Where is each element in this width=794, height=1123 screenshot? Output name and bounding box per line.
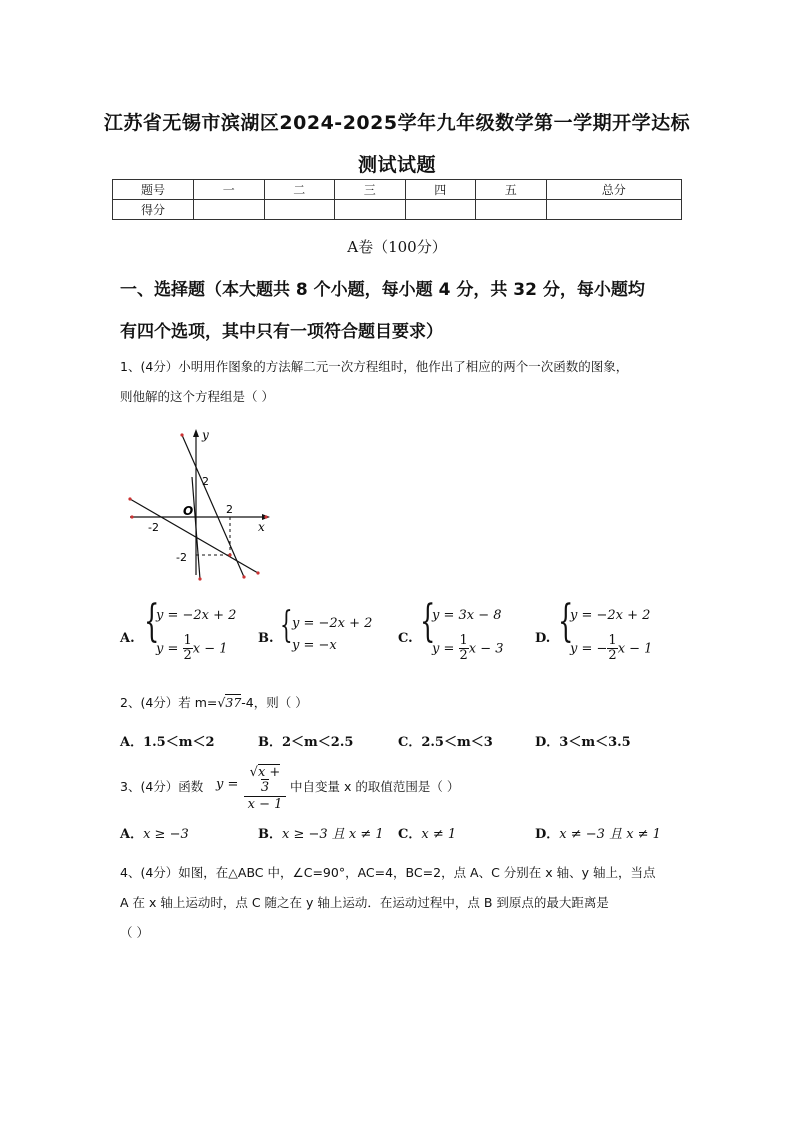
q1-a-eq2: y = $\frac{1}{2}$ x − 1	[156, 633, 228, 664]
q2-radicand: 37	[225, 695, 242, 710]
point	[256, 571, 259, 574]
q1-c-eq2: y = $\frac{1}{2}$ x − 3	[432, 633, 504, 664]
score-input-cell[interactable]	[405, 200, 476, 220]
score-header-cell: 一	[194, 180, 265, 200]
q2-stem: 2、(4分）若 m=√37-4，则（ ）	[120, 695, 308, 710]
q1-a-eq1: y = −2x + 2	[156, 608, 237, 623]
y-tick-2: 2	[202, 475, 209, 488]
q4-stem-line2: A 在 x 轴上运动时，点 C 随之在 y 轴上运动．在运动过程中，点 B 到原点的最大距离是	[120, 895, 609, 910]
x-tick-2: 2	[226, 503, 233, 516]
q3-num-radicand: x + 3	[257, 765, 281, 795]
score-input-cell[interactable]	[194, 200, 265, 220]
q1-option-a[interactable]: { y = −2x + 2 y = $\frac{1}{2}$ x − 1	[144, 596, 237, 664]
point	[130, 515, 133, 518]
score-header-cell: 四	[405, 180, 476, 200]
point	[242, 575, 245, 578]
q1-option-a-label: A.	[120, 631, 135, 646]
score-input-cell[interactable]	[335, 200, 406, 220]
q3-denominator: x − 1	[247, 797, 283, 812]
q3-stem-post: 中自变量 x 的取值范围是（ ）	[290, 779, 460, 794]
score-header-cell: 题号	[113, 180, 194, 200]
q2-option-d[interactable]: D．3＜m＜3.5	[535, 735, 631, 750]
section-1-heading-line1: 一、选择题（本大题共 8 个小题，每小题 4 分，共 32 分，每小题均	[120, 280, 645, 300]
q1-option-c-label: C.	[398, 631, 413, 646]
q3-option-a[interactable]: A．x ≥ −3	[120, 827, 189, 842]
q3-option-c[interactable]: C．x ≠ 1	[398, 827, 457, 842]
q1-c-eq1: y = 3x − 8	[432, 608, 502, 623]
point	[180, 433, 183, 436]
q1-option-b-label: B.	[258, 631, 274, 646]
score-header-cell: 总分	[546, 180, 682, 200]
q1-graph	[120, 425, 280, 585]
q1-option-d[interactable]: { y = −2x + 2 y = − $\frac{1}{2}$ x − 1	[558, 596, 653, 664]
q1-option-c[interactable]: { y = 3x − 8 y = $\frac{1}{2}$ x − 3	[420, 596, 504, 664]
y-label: y	[202, 428, 209, 442]
q1-stem-line1: 1、(4分）小明用作图象的方法解二元一次方程组时，他作出了相应的两个一次函数的图象，	[120, 359, 629, 374]
origin-label: O	[183, 504, 194, 518]
page-title-line1: 江苏省无锡市滨湖区2024-2025学年九年级数学第一学期开学达标	[103, 112, 691, 134]
q4-stem-line3: （ ）	[120, 925, 149, 940]
q1-option-b[interactable]: { y = −2x + 2 y = −x	[280, 605, 373, 653]
point	[264, 515, 267, 518]
score-row-label: 得分	[113, 200, 194, 220]
page-title-line2: 测试试题	[357, 154, 436, 176]
score-table	[112, 179, 682, 220]
score-input-cell[interactable]	[476, 200, 547, 220]
score-table-header-row	[113, 180, 682, 200]
q1-b-eq1: y = −2x + 2	[292, 616, 373, 631]
point	[198, 577, 201, 580]
q3-option-b[interactable]: B．x ≥ −3 且 x ≠ 1	[258, 827, 384, 842]
x-tick-neg2: -2	[148, 521, 159, 534]
q2-option-a[interactable]: A．1.5＜m＜2	[120, 735, 215, 750]
q4-stem-line1: 4、(4分）如图，在△ABC 中，∠C=90°，AC=4，BC=2，点 A、C 分别在 x 轴、y 轴上，当点	[120, 865, 656, 880]
q1-option-d-label: D.	[535, 631, 551, 646]
q3-stem-pre: 3、(4分）函数	[120, 779, 204, 794]
q3-fraction: √x + 3 x − 1	[244, 765, 286, 812]
q1-stem-line2: 则他解的这个方程组是（ ）	[120, 389, 274, 404]
q3-option-d[interactable]: D．x ≠ −3 且 x ≠ 1	[535, 827, 661, 842]
q2-option-c[interactable]: C．2.5＜m＜3	[398, 735, 493, 750]
y-tick-neg2: -2	[176, 551, 187, 564]
x-label: x	[258, 520, 265, 534]
y-axis-arrow	[193, 429, 199, 437]
score-table-score-row	[113, 200, 682, 220]
score-header-cell: 三	[335, 180, 406, 200]
q1-b-eq2: y = −x	[292, 638, 337, 653]
score-input-cell[interactable]	[546, 200, 682, 220]
score-input-cell[interactable]	[264, 200, 335, 220]
section-1-heading-line2: 有四个选项，其中只有一项符合题目要求）	[120, 322, 443, 342]
q3-y-eq: y =	[216, 777, 239, 792]
score-header-cell: 五	[476, 180, 547, 200]
point	[128, 497, 131, 500]
q1-d-eq1: y = −2x + 2	[570, 608, 651, 623]
q2-option-b[interactable]: B．2＜m＜2.5	[258, 735, 354, 750]
score-header-cell: 二	[264, 180, 335, 200]
point	[228, 553, 231, 556]
volume-label: A卷（100分）	[347, 238, 447, 256]
q1-d-eq2: y = − $\frac{1}{2}$ x − 1	[570, 633, 653, 664]
